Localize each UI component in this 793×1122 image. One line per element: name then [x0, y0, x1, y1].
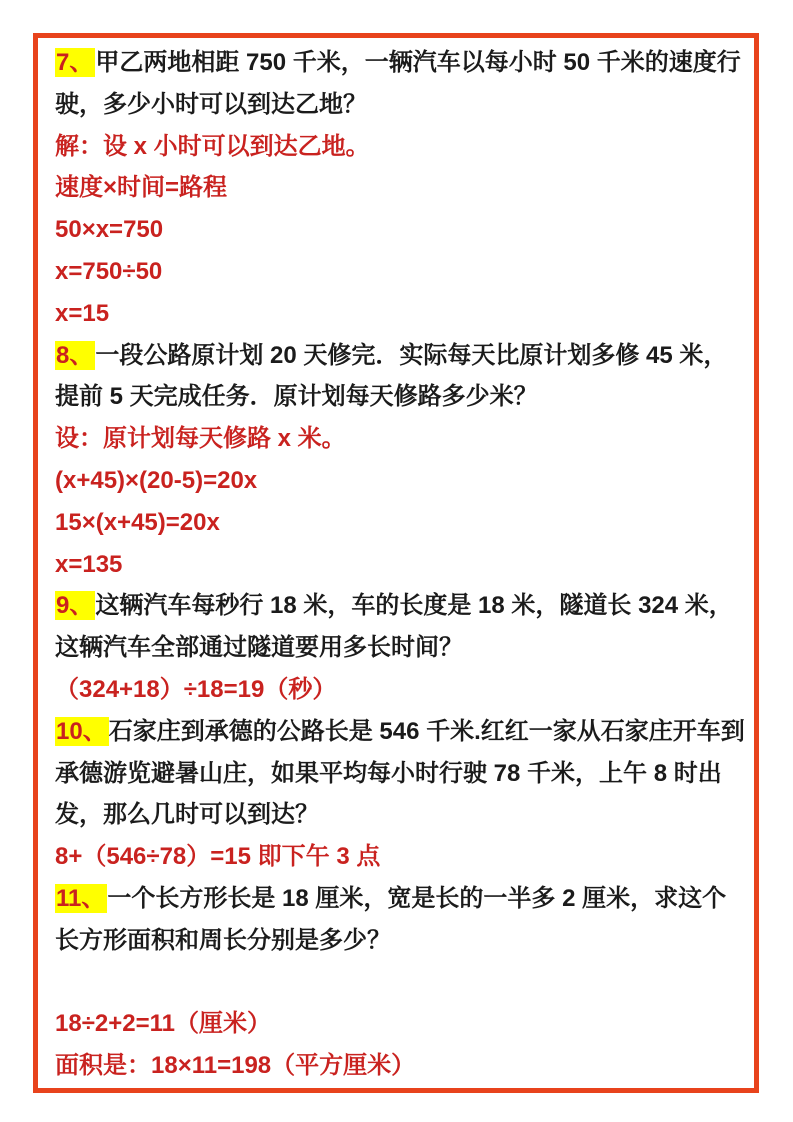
problem-number-highlight: 8、: [56, 341, 94, 369]
blank-line: [55, 962, 746, 1004]
solution-line: 18÷2+2=11（厘米）: [55, 1010, 271, 1038]
problem-question-text: 石家庄到承德的公路长是 546 千米.红红一家从石家庄开车到承德游览避暑山庄，如果平均每小时行驶 78 千米，上午 8 时出发，那么几时可以到达？: [55, 717, 745, 829]
solution-line: 面积是：18×11=198（平方厘米）: [55, 1052, 416, 1080]
problem-question: [55, 42, 746, 126]
solution-line: （324+18）÷18=19（秒）: [55, 675, 337, 703]
problem-8: [55, 335, 746, 586]
problem-question-text: 这辆汽车每秒行 18 米，车的长度是 18 米，隧道长 324 米，这辆汽车全部通过隧道要用多长时间？: [55, 592, 733, 662]
problem-question-text: 甲乙两地相距 750 千米，一辆汽车以每小时 50 千米的速度行驶，多少小时可以到达乙地？: [55, 49, 741, 118]
problem-question: [55, 878, 746, 962]
problem-10: [55, 711, 746, 878]
problem-question: [55, 585, 746, 669]
problem-9: [55, 585, 746, 710]
problem-question: [55, 711, 746, 836]
problem-question-text: 一个长方形长是 18 厘米，宽是长的一半多 2 厘米，求这个长方形面积和周长分别是多少？: [55, 884, 727, 954]
problem-number-highlight: 7、: [56, 49, 94, 76]
problem-7: [55, 42, 746, 335]
problem-question: [55, 335, 746, 419]
problem-number-highlight: 11、: [56, 884, 106, 912]
solution-line: 8+（546÷78）=15 即下午 3 点: [55, 843, 381, 871]
solution-line: x=750÷50: [55, 257, 163, 285]
solution-line: 50×x=750: [55, 216, 164, 244]
problem-11: [55, 878, 746, 1087]
solution-line: (x+45)×(20-5)=20x: [55, 466, 258, 494]
worksheet-frame: [33, 33, 759, 1093]
solution-line: x=135: [55, 550, 123, 578]
solution-line: 15×(x+45)=20x: [55, 508, 220, 536]
problem-number-highlight: 10、: [56, 717, 107, 745]
problem-number-highlight: 9、: [56, 592, 94, 620]
problem-question-text: 一段公路原计划 20 天修完．实际每天比原计划多修 45 米，提前 5 天完成任务．原计划每天修路多少米？: [55, 341, 728, 411]
solution-line: 解：设 x 小时可以到达乙地。: [55, 132, 370, 160]
solution-line: 设：原计划每天修路 x 米。: [55, 425, 346, 453]
solution-line: x=15: [55, 299, 110, 327]
solution-line: 速度×时间=路程: [55, 174, 228, 202]
